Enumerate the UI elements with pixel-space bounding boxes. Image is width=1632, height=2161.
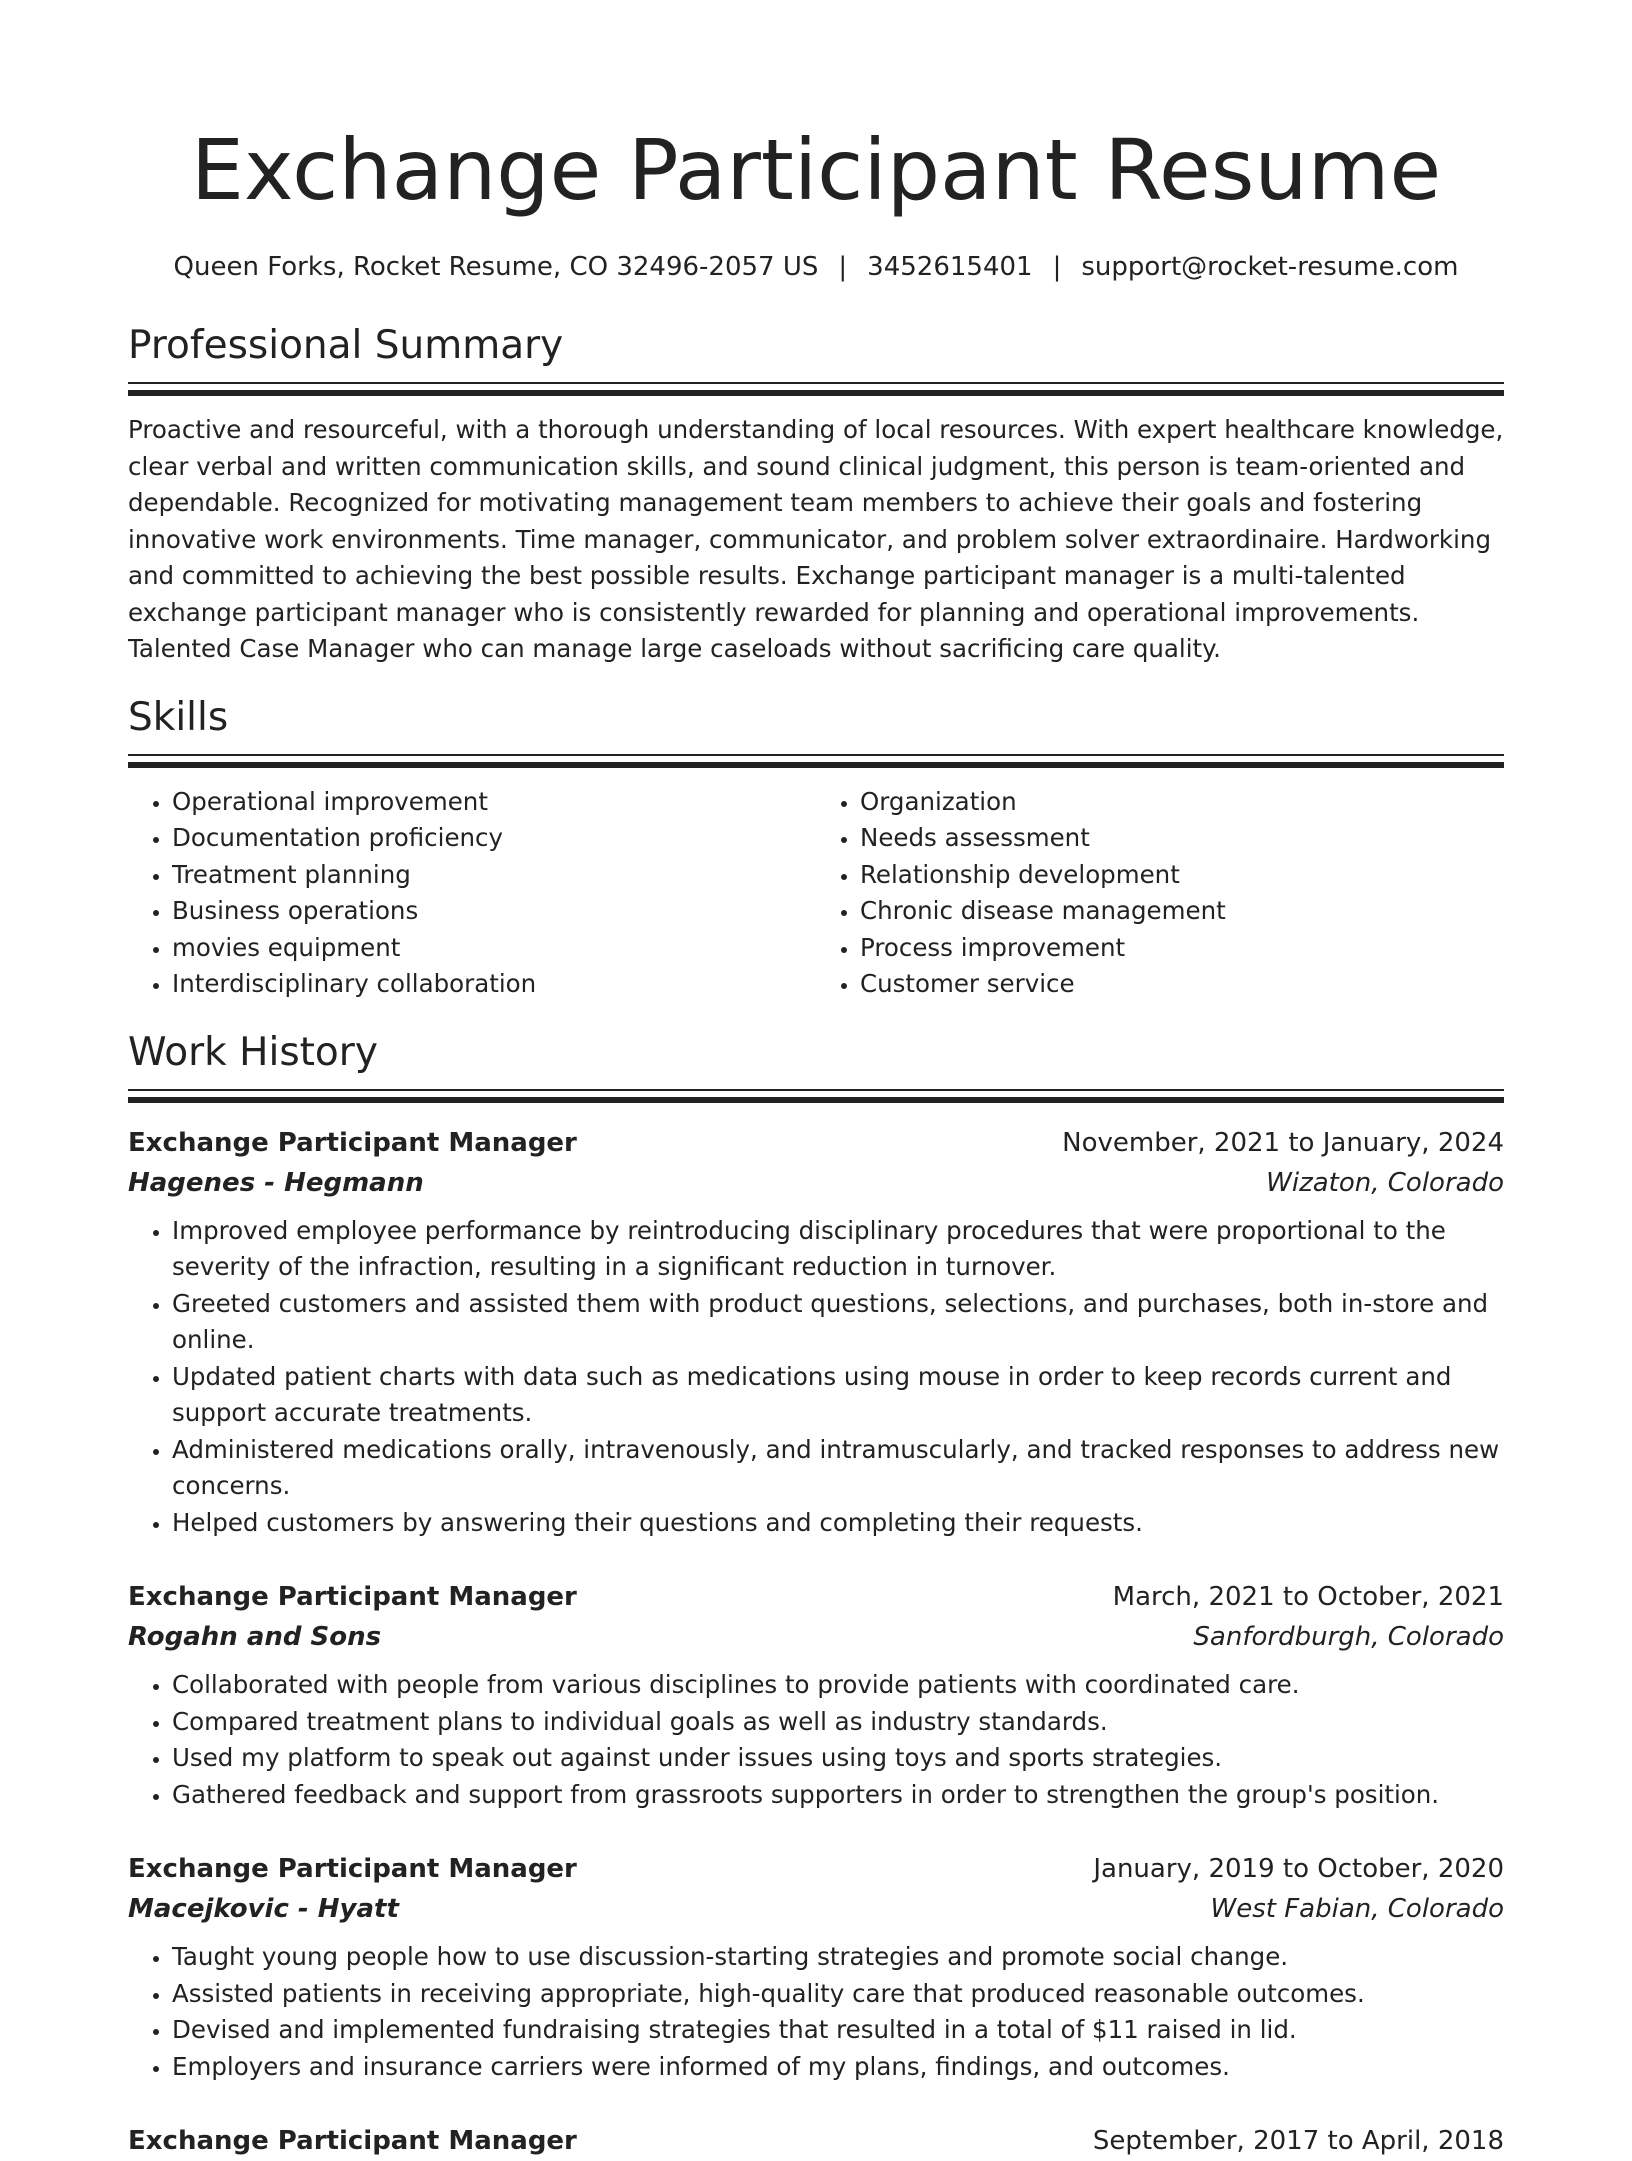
- job-location: Wizaton, Colorado: [1266, 1163, 1504, 1203]
- job-bullet: • Helped customers by answering their questions and completing their requests.: [172, 1505, 1504, 1542]
- job-bullet: • Assisted patients in receiving appropriate, high-quality care that produced reasonable outcomes.: [172, 1976, 1504, 2013]
- job-dates: September, 2017 to April, 2018: [1093, 2121, 1504, 2161]
- job-dates: January, 2019 to October, 2020: [1093, 1849, 1504, 1889]
- job-company-row: [128, 1617, 1504, 1657]
- work-heading: Work History: [128, 1029, 1504, 1077]
- job-location: West Fabian, Colorado: [1211, 1889, 1505, 1929]
- work-section: [128, 1029, 1504, 2161]
- skill-item: • movies equipment: [172, 930, 816, 967]
- job-location: Sanfordburgh, Colorado: [1193, 1617, 1504, 1657]
- job-company: Macejkovic - Hyatt: [128, 1889, 399, 1929]
- skill-item: • Operational improvement: [172, 784, 816, 821]
- job-bullets: [128, 1667, 1504, 1813]
- job-entry: [128, 1577, 1504, 1813]
- skill-item: • Business operations: [172, 893, 816, 930]
- skills-heading: Skills: [128, 694, 1504, 742]
- job-bullet: • Greeted customers and assisted them with product questions, selections, and purchases, both in-store and online.: [172, 1286, 1504, 1359]
- skills-list-right: [816, 784, 1504, 1003]
- job-company: Hagenes - Hegmann: [128, 1163, 424, 1203]
- skill-item: • Process improvement: [860, 930, 1504, 967]
- skills-list-left: [128, 784, 816, 1003]
- job-bullet: • Devised and implemented fundraising strategies that resulted in a total of $11 raised in lid.: [172, 2012, 1504, 2049]
- skill-item: • Relationship development: [860, 857, 1504, 894]
- skill-item: • Interdisciplinary collaboration: [172, 966, 816, 1003]
- job-bullets: [128, 1213, 1504, 1542]
- job-company-row: [128, 1889, 1504, 1929]
- job-bullet: • Employers and insurance carriers were informed of my plans, findings, and outcomes.: [172, 2049, 1504, 2086]
- summary-text: Proactive and resourceful, with a thorough understanding of local resources. With expert healthcare knowledge, clear verbal and written communication skills, and sound clinical judgment, this person is team-oriented and dependable. Recognized for motivating management team members to achieve their goals and fostering innovative work environments. Time manager, communicator, and problem solver extraordinaire. Hardworking and committed to achieving the best possible results. Exchange participant manager is a multi-talented exchange participant manager who is consistently rewarded for planning and operational improvements. Talented Case Manager who can manage large caseloads without sacrificing care quality.: [128, 412, 1504, 668]
- resume-title: Exchange Participant Resume: [128, 0, 1504, 220]
- contact-separator: |: [838, 252, 847, 282]
- job-bullet: • Collaborated with people from various disciplines to provide patients with coordinated care.: [172, 1667, 1504, 1704]
- job-bullet: • Used my platform to speak out against under issues using toys and sports strategies.: [172, 1740, 1504, 1777]
- job-bullet: • Administered medications orally, intravenously, and intramuscularly, and tracked responses to address new concerns.: [172, 1432, 1504, 1505]
- job-header-row: [128, 1577, 1504, 1617]
- section-divider: [128, 754, 1504, 768]
- job-title: Exchange Participant Manager: [128, 2121, 577, 2161]
- job-title: Exchange Participant Manager: [128, 1849, 577, 1889]
- contact-email: support@rocket-resume.com: [1081, 252, 1458, 282]
- job-bullet: • Compared treatment plans to individual goals as well as industry standards.: [172, 1704, 1504, 1741]
- job-company-row: [128, 1163, 1504, 1203]
- contact-separator: |: [1053, 252, 1062, 282]
- job-entry: [128, 1849, 1504, 2085]
- skills-section: [128, 694, 1504, 1003]
- skill-item: • Organization: [860, 784, 1504, 821]
- job-entry: [128, 1123, 1504, 1542]
- job-header-row: [128, 1123, 1504, 1163]
- job-header-row: [128, 1849, 1504, 1889]
- section-divider: [128, 1089, 1504, 1103]
- job-bullet: • Taught young people how to use discussion-starting strategies and promote social change.: [172, 1939, 1504, 1976]
- contact-address: Queen Forks, Rocket Resume, CO 32496-2057 US: [174, 252, 819, 282]
- job-entry: [128, 2121, 1504, 2161]
- skill-item: • Treatment planning: [172, 857, 816, 894]
- summary-section: [128, 322, 1504, 668]
- contact-phone: 3452615401: [867, 252, 1032, 282]
- skill-item: • Needs assessment: [860, 820, 1504, 857]
- job-company: Rogahn and Sons: [128, 1617, 381, 1657]
- job-bullet: • Gathered feedback and support from grassroots supporters in order to strengthen the group's position.: [172, 1777, 1504, 1814]
- contact-line: [128, 250, 1504, 284]
- job-bullet: • Updated patient charts with data such as medications using mouse in order to keep records current and support accurate treatments.: [172, 1359, 1504, 1432]
- job-bullet: • Improved employee performance by reintroducing disciplinary procedures that were proportional to the severity of the infraction, resulting in a significant reduction in turnover.: [172, 1213, 1504, 1286]
- job-title: Exchange Participant Manager: [128, 1577, 577, 1617]
- resume-content: [128, 0, 1504, 2161]
- job-bullets: [128, 1939, 1504, 2085]
- job-dates: March, 2021 to October, 2021: [1113, 1577, 1504, 1617]
- skill-item: • Customer service: [860, 966, 1504, 1003]
- job-title: Exchange Participant Manager: [128, 1123, 577, 1163]
- job-header-row: [128, 2121, 1504, 2161]
- job-dates: November, 2021 to January, 2024: [1062, 1123, 1504, 1163]
- skill-item: • Chronic disease management: [860, 893, 1504, 930]
- summary-heading: Professional Summary: [128, 322, 1504, 370]
- section-divider: [128, 382, 1504, 396]
- skills-columns: [128, 784, 1504, 1003]
- skill-item: • Documentation proficiency: [172, 820, 816, 857]
